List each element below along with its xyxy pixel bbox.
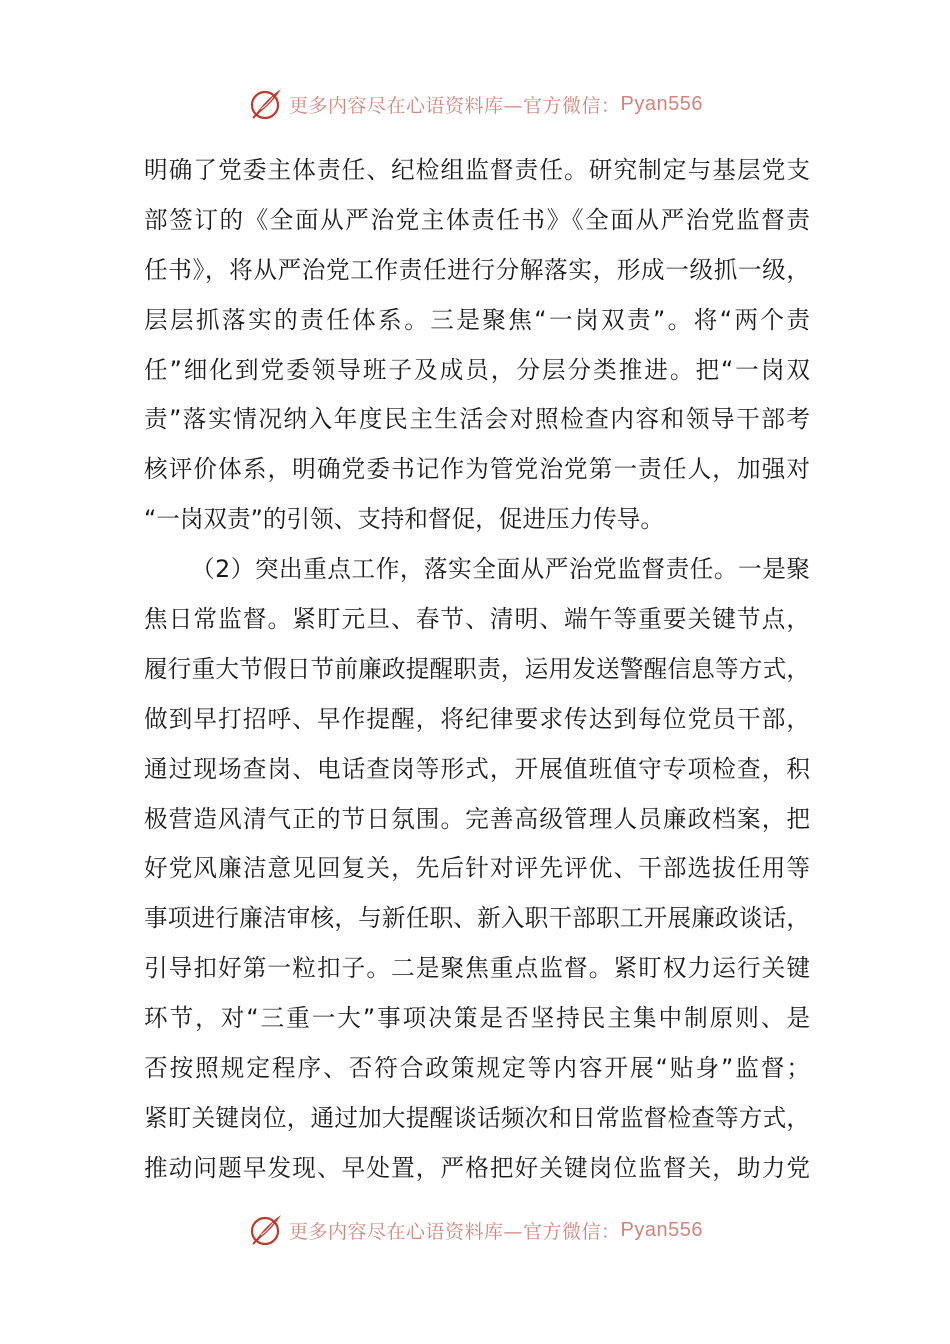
text-line: “一岗双责”的引领、支持和督促，促进压力传导。 <box>144 505 664 534</box>
text-line: 通过现场查岗、电话查岗等形式，开展值班值守专项检查，积 <box>144 754 810 783</box>
text-line: 核评价体系，明确党委书记作为管党治党第一责任人，加强对 <box>144 455 810 484</box>
text-line: 明确了党委主体责任、纪检组监督责任。研究制定与基层党支 <box>144 156 810 184</box>
footer-banner-text: 更多内容尽在心语资料库—官方微信： <box>289 1220 621 1243</box>
footer-banner <box>0 1210 950 1250</box>
text-line: 任书》，将从严治党工作责任进行分解落实，形成一级抓一级， <box>144 255 810 284</box>
text-line: 事项进行廉洁审核，与新任职、新入职干部职工开展廉政谈话， <box>144 904 810 933</box>
text-line: 引导扣好第一粒扣子。二是聚焦重点监督。紧盯权力运行关键 <box>144 954 810 983</box>
footer-wechat-id: Pyan556 <box>620 1218 703 1241</box>
text-line: 环节，对“三重一大”事项决策是否坚持民主集中制原则、是 <box>144 1004 810 1033</box>
text-line: 紧盯关键岗位，通过加大提醒谈话频次和日常监督检查等方式， <box>144 1103 810 1132</box>
text-line: 层层抓落实的责任体系。三是聚焦“一岗双责”。将“两个责 <box>144 305 810 334</box>
text-line: 履行重大节假日节前廉政提醒职责，运用发送警醒信息等方式， <box>144 654 810 683</box>
text-line: 好党风廉洁意见回复关，先后针对评先评优、干部选拔任用等 <box>144 854 810 883</box>
body-text <box>144 146 810 1194</box>
header-wechat-id: Pyan556 <box>620 92 703 115</box>
text-line: 极营造风清气正的节日氛围。完善高级管理人员廉政档案，把 <box>144 804 810 833</box>
text-line: 焦日常监督。紧盯元旦、春节、清明、端午等重要关键节点， <box>144 605 810 634</box>
text-line: 部签订的《全面从严治党主体责任书》《全面从严治党监督责 <box>144 205 810 234</box>
text-line: 否按照规定程序、否符合政策规定等内容开展“贴身”监督； <box>144 1054 810 1083</box>
header-banner <box>0 84 950 124</box>
header-banner-text: 更多内容尽在心语资料库—官方微信： <box>289 94 621 117</box>
quill-pen-logo-icon <box>247 85 285 123</box>
text-line: 做到早打招呼、早作提醒，将纪律要求传达到每位党员干部， <box>144 704 810 733</box>
paragraph-first-line: （2）突出重点工作，落实全面从严治党监督责任。一是聚 <box>191 555 810 584</box>
text-line: 推动问题早发现、早处置，严格把好关键岗位监督关，助力党 <box>144 1153 810 1182</box>
text-line: 责”落实情况纳入年度民主生活会对照检查内容和领导干部考 <box>144 405 810 434</box>
quill-pen-logo-icon <box>247 1211 285 1249</box>
text-line: 任”细化到党委领导班子及成员，分层分类推进。把“一岗双 <box>144 355 810 384</box>
